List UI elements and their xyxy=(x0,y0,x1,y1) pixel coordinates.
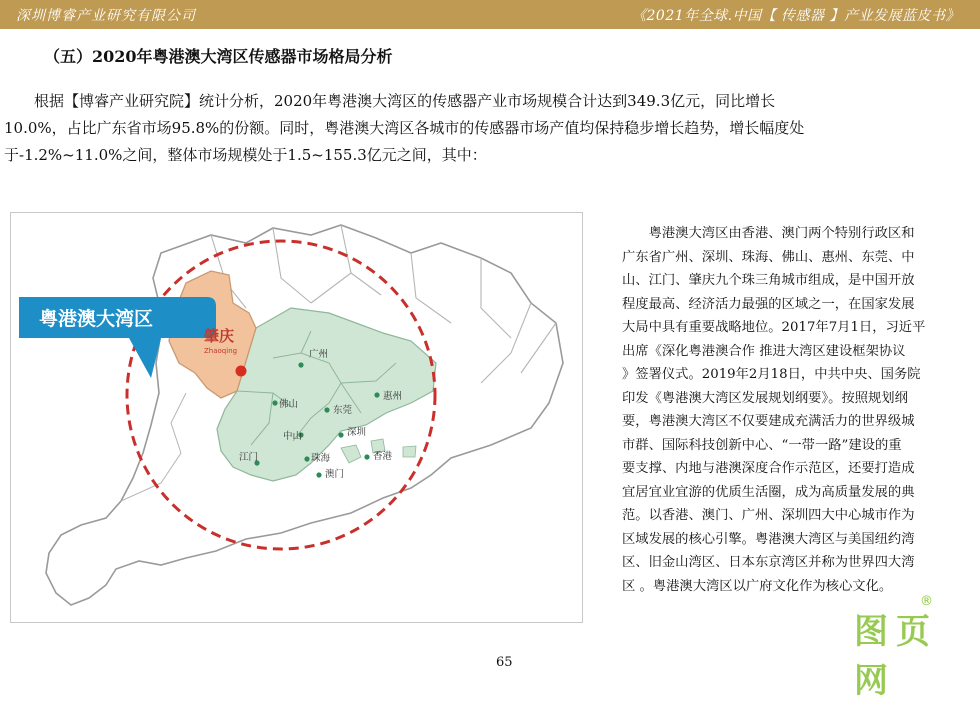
city-dot xyxy=(374,392,379,397)
desc-line: 区、旧金山湾区、日本东京湾区并称为世界四大湾 xyxy=(622,555,915,570)
city-dot xyxy=(338,432,343,437)
city-label: 佛山 xyxy=(279,399,299,410)
city-dot xyxy=(298,362,303,367)
city-label: 香港 xyxy=(373,451,393,462)
watermark-logo xyxy=(846,594,978,701)
desc-line: 印发《粤港澳大湾区发展规划纲要》。按照规划纲 xyxy=(622,390,908,406)
city-label: 中山 xyxy=(283,431,303,442)
bay-area-description xyxy=(622,222,974,598)
desc-line: 区 。粤港澳大湾区以广府文化作为核心文化。 xyxy=(622,578,893,594)
desc-line: 大局中具有重要战略地位。2017年7月1日，习近平 xyxy=(622,320,926,335)
desc-line: 山、江门、肇庆九个珠三角城市组成，是中国开放 xyxy=(622,273,915,288)
desc-line: 程度最高、经济活力最强的区域之一，在国家发展 xyxy=(622,296,915,312)
city-label: 东莞 xyxy=(333,405,353,416)
callout-text: 粤港澳大湾区 xyxy=(39,308,154,330)
desc-line: 市群、国际科技创新中心、“一带一路”建设的重 xyxy=(622,437,902,453)
registered-mark: ® xyxy=(920,594,933,609)
city-label: 广州 xyxy=(309,349,329,360)
city-dot xyxy=(364,454,369,459)
section-title: （五）2020年粤港澳大湾区传感器市场格局分析 xyxy=(44,47,393,66)
desc-line: 要支撑、内地与港澳深度合作示范区，还要打造成 xyxy=(622,461,915,476)
city-label: 江门 xyxy=(239,452,259,463)
desc-line: 要，粤港澳大湾区不仅要建成充满活力的世界级城 xyxy=(622,414,915,429)
desc-line: 区域发展的核心引擎。粤港澳大湾区与美国纽约湾 xyxy=(622,531,915,547)
zhaoqing-en-label: Zhaoqing xyxy=(204,347,238,355)
desc-line: 粤港澳大湾区由香港、澳门两个特别行政区和 xyxy=(622,226,915,241)
city-label: 澳门 xyxy=(325,469,345,480)
intro-line: 10.0%，占比广东省市场95.8%的份额。同时，粤港澳大湾区各城市的传感器市场产值均保持稳步增长趋势，增长幅度处 xyxy=(4,119,805,137)
intro-line: 于-1.2%~11.0%之间，整体市场规模处于1.5~155.3亿元之间，其中： xyxy=(4,146,487,164)
page-number: 65 xyxy=(496,655,513,670)
city-dot xyxy=(272,400,277,405)
page-header xyxy=(0,0,980,29)
map-graphic xyxy=(11,213,582,622)
city-dot xyxy=(316,472,321,477)
city-dot xyxy=(324,407,329,412)
desc-line: 》签署仪式。2019年2月18日，中共中央、国务院 xyxy=(622,367,921,382)
header-report-title: 《2021年全球.中国【 传感器 】产业发展蓝皮书》 xyxy=(632,8,960,24)
desc-line: 范。以香港、澳门、广州、深圳四大中心城市作为 xyxy=(622,508,915,523)
zhaoqing-label: 肇庆 xyxy=(204,327,235,345)
city-label: 珠海 xyxy=(311,453,331,464)
header-company: 深圳博睿产业研究有限公司 xyxy=(16,8,196,24)
intro-line: 根据【博睿产业研究院】统计分析，2020年粤港澳大湾区的传感器产业市场规模合计达到349.3亿元，同比增长 xyxy=(4,92,776,110)
desc-line: 宜居宜业宜游的优质生活圈，成为高质量发展的典 xyxy=(622,484,915,500)
zhaoqing-dot xyxy=(236,366,247,377)
city-label: 惠州 xyxy=(383,391,403,402)
bay-area-map xyxy=(10,212,583,623)
city-dot xyxy=(304,456,309,461)
city-label: 深圳 xyxy=(347,427,367,438)
watermark-text: 图页网 xyxy=(854,612,938,701)
desc-line: 出席《深化粤港澳合作 推进大湾区建设框架协议 xyxy=(622,343,906,359)
intro-paragraph xyxy=(4,88,964,169)
desc-line: 广东省广州、深圳、珠海、佛山、惠州、东莞、中 xyxy=(622,249,915,265)
